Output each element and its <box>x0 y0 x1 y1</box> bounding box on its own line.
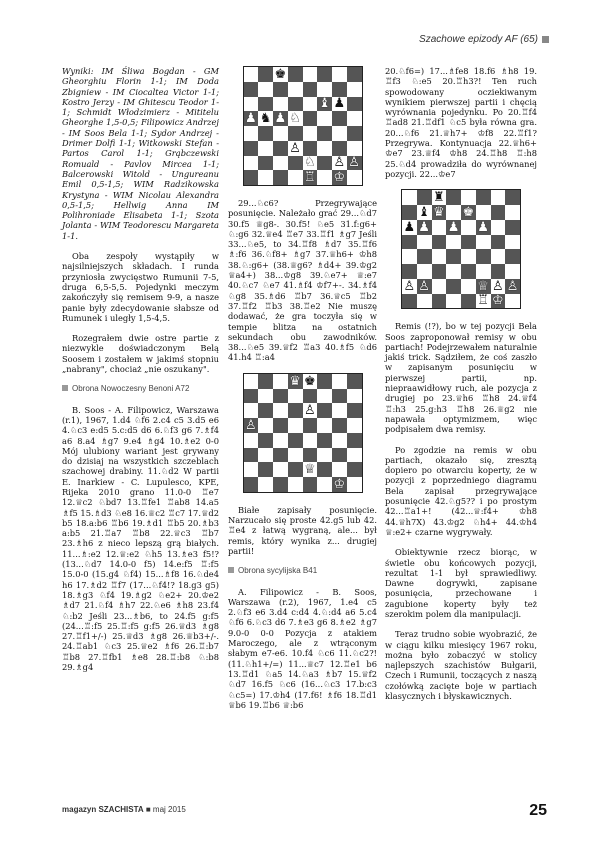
board-square <box>288 433 303 448</box>
board-square <box>273 389 288 404</box>
board-square <box>332 111 347 126</box>
board-square <box>317 389 332 404</box>
board-square <box>288 141 303 156</box>
chess-piece-icon: ♛ <box>289 373 301 389</box>
chess-piece-icon: ♟ <box>447 219 460 235</box>
board-square <box>347 418 362 433</box>
board-square <box>491 235 506 250</box>
board-square <box>476 294 491 309</box>
chess-piece-icon: ♙ <box>418 278 430 294</box>
board-square <box>476 220 491 235</box>
board-square <box>258 67 273 82</box>
board-square <box>332 170 347 185</box>
board-square <box>288 97 303 112</box>
board-square <box>432 264 447 279</box>
chess-diagram-1 <box>243 66 363 186</box>
board-square <box>505 249 520 264</box>
board-square <box>446 294 461 309</box>
board-square <box>273 477 288 492</box>
board-square <box>258 82 273 97</box>
board-square <box>244 448 259 463</box>
chess-piece-icon: ♜ <box>433 190 445 206</box>
board-square <box>347 67 362 82</box>
board-square <box>303 126 318 141</box>
board-square <box>332 448 347 463</box>
board-square <box>244 374 259 389</box>
chess-piece-icon: ♝ <box>418 204 430 220</box>
chess-piece-icon: ♙ <box>304 403 316 419</box>
board-square <box>244 97 259 112</box>
chess-piece-icon: ♙ <box>348 155 360 171</box>
board-square <box>258 111 273 126</box>
board-square <box>317 82 332 97</box>
chess-piece-icon: ♙ <box>333 155 346 171</box>
opening-caption: Obrona sycylijska B41 <box>228 566 377 576</box>
board-square <box>505 220 520 235</box>
board-square <box>244 170 259 185</box>
game-text: A. Filipowicz - B. Soos, Warszawa (r.2), 1967, 1.e4 c5 2.♘f3 e6 3.d4 c:d4 4.♘:d4 a6 5.c4 ♘f6 6.♘c3 d6 7.♗e3 g6 8.♗e2 ♗g7 9.0-0 0-0 Pozycja z atakiem Maroczego, ale z wtrąconym słabym e7-e6. 10.f4 ♘c6 11.♘c2?! (11.♘h1+/=) 11...♕c7 12.♖e1 b6 13.♖d1 ♘a5 14.♘a3 ♗b7 15.♕f2 ♘d7 16.f5 ♘c6 (16...♘c3 17.b:c3 ♘c5=) 17.♔h4 (17.f6! ♗f6 18.♖d1 ♕b6 19.♖b6 ♕:b6 <box>228 586 377 710</box>
board-square <box>461 279 476 294</box>
board-square <box>303 67 318 82</box>
board-square <box>288 374 303 389</box>
board-square <box>461 235 476 250</box>
board-square <box>258 403 273 418</box>
board-square <box>258 170 273 185</box>
board-square <box>258 156 273 171</box>
board-square <box>303 433 318 448</box>
board-square <box>347 170 362 185</box>
board-square <box>317 448 332 463</box>
paragraph: Oba zespoły wystąpiły w najsilniejszych składach. I runda przyniosła zwycięstwo Rumunii 7-5, druga 6,5-5,5. Pojedynki meczym zakończyły się remisem 9-9, a nasze panie były zdecydowanie słabsze od Rumunek i uległy 1,5-4,5. <box>62 251 219 323</box>
board-square <box>332 97 347 112</box>
board-square <box>402 279 417 294</box>
board-square <box>244 403 259 418</box>
board-square <box>417 294 432 309</box>
board-square <box>288 67 303 82</box>
board-square <box>303 97 318 112</box>
board-square <box>476 235 491 250</box>
board-square <box>244 433 259 448</box>
board-square <box>446 220 461 235</box>
board-square <box>446 190 461 205</box>
board-square <box>244 141 259 156</box>
paragraph: Obiektywnie rzecz biorąc, w świetle obu końcowych pozycji, rezultat 1-1 był sprawiedliwy. Dawne dogrywki, zapisane posunięcia, przechowane i zagubione koperty były też szerokim polem dla manipulacji. <box>385 547 537 619</box>
board-square <box>491 190 506 205</box>
board-square <box>417 235 432 250</box>
column-1 <box>62 66 219 682</box>
chess-piece-icon: ♘ <box>304 155 316 171</box>
board-square <box>446 205 461 220</box>
board-square <box>476 264 491 279</box>
board-square <box>505 294 520 309</box>
board-square <box>476 190 491 205</box>
chess-piece-icon: ♙ <box>289 140 301 156</box>
paragraph: Teraz trudno sobie wyobrazić, że w ciągu kilku miesięcy 1967 roku, można było zobaczyć w stolicy najlepszych szachistów Bułgarii, Czech i Rumunii, toczących z naszą czołówką zacięte boje w partiach klasycznych i błyskawicznych. <box>385 629 537 702</box>
board-square <box>505 205 520 220</box>
chess-piece-icon: ♟ <box>403 219 416 235</box>
board-square <box>347 477 362 492</box>
paragraph: 29...♘c6? Przegrywające posunięcie. Należało grać 29...♘d7 30.f5 ♕g8-. 30.f5! ♘e5 31.f:g6+ ♘:g6 32.♕e4 ♖e7 33.♖f1 ♗g7 Jeśli 33...♘e5, to 34.♖f8 ♗d7 35.♖f6 ♗:f6 36.♘f8+ ♗g7 37.♕h6+ ♔h8 38.♘:g6+ (38.♕g6? ♗d4+ 39.♔g2 ♕a4+) 38...♔g8 39.♘e7+ ♕:e7 40.♘c7 ♘e7 41.♗f4 ♔f7+-. 34.♗f4 ♘g8 35.♗d6 ♖b7 36.♕c5 ♖b2 37.♖f2 ♖b3 38.♖e2 Nie muszę dodawać, że gra toczyła się w tempie blitza na ostatnich sekundach obu zawodników. 38...♘e5 39.♕f2 ♖a3 40.♗f5 ♘d6 41.h4 ♖:a4 <box>228 198 377 363</box>
board-square <box>332 418 347 433</box>
board-square <box>244 462 259 477</box>
opening-caption: Obrona Nowoczesny Benoni A72 <box>62 384 219 394</box>
board-square <box>303 82 318 97</box>
results-paragraph: Wyniki: IM Śliwa Bogdan - GM Gheorghiu Florin 1-1; IM Doda Zbigniew - IM Ciocaltea Victor 1-1; Kostro Jerzy - IM Ghitescu Teodor 1-1; Schmidt Włodzimierz - Mititelu Gheorghe 1,5-0,5; Filipowicz Andrzej - IM Soos Bela 1-1; Sydor Andrzej - Drimer Dolfi 1-1; Witkowski Stefan - Partos Carol 1-1; Grąbczewski Romuald - Pavlov Mircea 1-1; Balcerowski Witold - Ungureanu Emil 0,5-1,5; WIM Radzikowska Krystyna - WIM Nicolau Alexandra 0,5-1,5; Hellwig Anna IM Polihroniade Elisabeta 1-1; Szota Jolanta - WIM Teodorescu Margareta 1-1. <box>62 66 219 241</box>
board-square <box>432 294 447 309</box>
board-square <box>258 462 273 477</box>
page-number: 25 <box>529 802 547 819</box>
board-square <box>402 294 417 309</box>
board-square <box>273 97 288 112</box>
board-square <box>273 141 288 156</box>
paragraph: Po zgodzie na remis w obu partiach, okazało się, zresztą dopiero po otwarciu koperty, że w pozycji z poprzedniego diagramu Bela zapisał przegrywające posunięcie 42.♘g5?? i po prostym 42...♖a1+! (42...♕:f4+ ♔h8 44.♕h7X) 43.♔g2 ♘h4+ 44.♔h4 ♕:e2+ czarne wygrywały. <box>385 444 537 537</box>
board-square <box>303 418 318 433</box>
board-square <box>244 477 259 492</box>
board-square <box>432 235 447 250</box>
board-square <box>273 418 288 433</box>
board-square <box>461 190 476 205</box>
board-square <box>244 82 259 97</box>
board-square <box>317 433 332 448</box>
board-square <box>476 279 491 294</box>
board-square <box>317 418 332 433</box>
board-square <box>402 220 417 235</box>
board-square <box>402 205 417 220</box>
board-square <box>332 141 347 156</box>
board-square <box>432 220 447 235</box>
board-square <box>288 448 303 463</box>
board-square <box>347 126 362 141</box>
board-square <box>446 279 461 294</box>
board-square <box>347 111 362 126</box>
board-square <box>505 279 520 294</box>
board-square <box>461 249 476 264</box>
board-square <box>432 249 447 264</box>
board-square <box>273 156 288 171</box>
board-square <box>244 156 259 171</box>
board-square <box>417 249 432 264</box>
chess-piece-icon: ♚ <box>462 204 475 220</box>
board-square <box>317 374 332 389</box>
board-square <box>402 249 417 264</box>
board-square <box>446 264 461 279</box>
board-square <box>402 264 417 279</box>
board-square <box>288 111 303 126</box>
board-square <box>273 170 288 185</box>
board-square <box>288 82 303 97</box>
board-square <box>491 264 506 279</box>
board-square <box>402 235 417 250</box>
board-square <box>273 374 288 389</box>
chess-piece-icon: ♟ <box>245 111 257 127</box>
board-square <box>461 220 476 235</box>
board-square <box>432 190 447 205</box>
board-square <box>288 418 303 433</box>
board-square <box>273 403 288 418</box>
board-square <box>244 111 259 126</box>
board-square <box>461 205 476 220</box>
board-square <box>303 389 318 404</box>
board-square <box>417 220 432 235</box>
board-square <box>476 205 491 220</box>
board-square <box>288 477 303 492</box>
board-square <box>303 462 318 477</box>
chess-piece-icon: ♔ <box>333 476 346 492</box>
board-square <box>332 403 347 418</box>
board-square <box>244 126 259 141</box>
board-square <box>347 97 362 112</box>
board-square <box>273 433 288 448</box>
board-square <box>273 126 288 141</box>
board-square <box>417 205 432 220</box>
chess-piece-icon: ♟ <box>418 219 430 235</box>
board-square <box>432 279 447 294</box>
board-square <box>317 462 332 477</box>
board-square <box>258 374 273 389</box>
board-square <box>347 374 362 389</box>
board-square <box>461 264 476 279</box>
board-square <box>491 249 506 264</box>
board-square <box>303 111 318 126</box>
chess-piece-icon: ♙ <box>245 417 257 433</box>
board-square <box>288 156 303 171</box>
board-square <box>417 279 432 294</box>
board-square <box>317 126 332 141</box>
board-square <box>505 235 520 250</box>
board-square <box>347 82 362 97</box>
board-square <box>317 67 332 82</box>
chess-piece-icon: ♙ <box>403 278 416 294</box>
chess-piece-icon: ♘ <box>289 111 301 127</box>
board-square <box>258 141 273 156</box>
board-square <box>258 97 273 112</box>
chess-piece-icon: ♝ <box>318 96 331 112</box>
board-square <box>317 111 332 126</box>
board-square <box>417 264 432 279</box>
board-square <box>288 389 303 404</box>
chess-piece-icon: ♙ <box>506 278 519 294</box>
board-square <box>332 389 347 404</box>
board-square <box>244 67 259 82</box>
board-square <box>288 403 303 418</box>
column-3 <box>385 66 537 711</box>
board-square <box>446 249 461 264</box>
board-square <box>303 403 318 418</box>
board-square <box>332 67 347 82</box>
board-square <box>288 462 303 477</box>
board-square <box>491 205 506 220</box>
board-square <box>317 403 332 418</box>
board-square <box>288 170 303 185</box>
board-square <box>317 141 332 156</box>
board-square <box>491 294 506 309</box>
board-square <box>317 156 332 171</box>
board-square <box>347 389 362 404</box>
board-square <box>476 249 491 264</box>
board-square <box>505 190 520 205</box>
board-square <box>402 190 417 205</box>
board-square <box>258 448 273 463</box>
board-square <box>244 389 259 404</box>
board-square <box>332 156 347 171</box>
board-square <box>347 141 362 156</box>
footer: magazyn SZACHISTA ■ maj 2015 <box>62 805 186 814</box>
chess-piece-icon: ♞ <box>259 111 272 127</box>
chess-diagram-2 <box>243 373 363 493</box>
chess-piece-icon: ♕ <box>304 462 316 478</box>
board-square <box>273 82 288 97</box>
board-square <box>417 190 432 205</box>
board-square <box>347 156 362 171</box>
board-square <box>347 462 362 477</box>
board-square <box>347 448 362 463</box>
board-square <box>332 82 347 97</box>
chess-piece-icon: ♖ <box>477 293 489 309</box>
board-square <box>288 126 303 141</box>
board-square <box>258 389 273 404</box>
board-square <box>273 111 288 126</box>
chess-piece-icon: ♔ <box>492 293 504 309</box>
board-square <box>303 374 318 389</box>
chess-piece-icon: ♟ <box>333 96 346 112</box>
board-square <box>303 170 318 185</box>
chess-piece-icon: ♕ <box>477 278 489 294</box>
board-square <box>258 433 273 448</box>
board-square <box>244 418 259 433</box>
board-square <box>332 433 347 448</box>
board-square <box>303 448 318 463</box>
board-square <box>317 97 332 112</box>
board-square <box>303 156 318 171</box>
chess-piece-icon: ♟ <box>274 111 287 127</box>
header-square-icon <box>542 36 549 43</box>
board-square <box>258 418 273 433</box>
paragraph: Białe zapisały posunięcie. Narzucało się proste 42.g5 lub 42. ♖e4 z łatwą wygraną, ale... był remis, który wynika z... drugiej partii! <box>228 504 377 556</box>
board-square <box>347 403 362 418</box>
chess-piece-icon: ♟ <box>477 219 489 235</box>
chess-piece-icon: ♖ <box>304 170 316 186</box>
board-square <box>317 477 332 492</box>
running-header: Szachowe epizody AF (65) <box>419 34 549 45</box>
board-square <box>461 294 476 309</box>
board-square <box>332 477 347 492</box>
board-square <box>273 462 288 477</box>
board-square <box>446 235 461 250</box>
board-square <box>347 433 362 448</box>
board-square <box>303 141 318 156</box>
chess-piece-icon: ♚ <box>304 373 316 389</box>
board-square <box>258 477 273 492</box>
board-square <box>332 374 347 389</box>
paragraph: Remis (!?), bo w tej pozycji Bela Soos zaproponował remisy w obu partiach! Podejrzewałem naturalnie jakiś trick. Sądziłem, że coś zaszło w zapisanym posunięciu w pierwszej partii, np. niepraawidłowy ruch, ale pozycja z drugiej po 23.♕h6 ♖h8 24.♕f4 ♖:h3 25.g:h3 ♖h8 26.♕g2 nie napawała optymizmem, więc podpisałem dwa remisy. <box>385 321 537 435</box>
game-text: B. Soos - A. Filipowicz, Warszawa (r.1), 1967, 1.d4 ♘f6 2.c4 c5 3.d5 e6 4.♘c3 e:d5 5.c:d5 d6 6.♘f3 g6 7.♗f4 a6 8.a4 ♗g7 9.e4 ♗g4 10.♗e2 0-0 Mój ulubiony wariant jest grywany do dzisiaj na wszystkich szczeblach szachowej drabiny. 11.♘d2 W partii E. Inarkiew - C. Lupulesco, KPE, Rijeka 2010 grano 11.0-0 ♖e7 12.♕c2 ♘bd7 13.♖fe1 ♖ab8 14.a5 ♗f5 15.♗d3 ♘e8 16.♕c2 ♖c7 17.♕d2 b5 18.a:b6 ♖b6 19.♗d1 ♖b5 20.♗b3 a:b5 21.♖a7 ♖b8 22.♕c3 ♖b7 23.♗h6 z nieco lepszą grą białych. 11...♗:e2 12.♕:e2 ♘h5 13.♗e3 f5!? (13...♘d7 14.0-0 f5) 14.e:f5 ♖:f5 15.0-0 (15.g4 ♘f4) 15...♗f8 16.♘de4 h6 17.♗d2 ♖f7 (17...♘f4!? 18.g3 g5) 18.♗g3 ♘f4 19.♗g2 ♘e2+ 20.♔e2 ♗d7 21.♘f4 ♗h7 22.♘e6 ♗h8 23.f4 ♘:b2 Jeśli 23...♗b6, to 24.f5 g:f5 (24...♖:f5 25.♖:f5 g:f5 26.♕d3 ♗g8 27.♖f1+/-) 25.♕d3 ♗g8 26.♕b3+/-. 24.♖ab1 ♘c3 25.♕e2 ♗f6 26.♖:b7 ♖b8 27.♖fb1 ♗e8 28.♖:b8 ♘:b8 29.♗g4 <box>62 404 219 673</box>
board-square <box>258 126 273 141</box>
board-square <box>505 264 520 279</box>
board-square <box>273 448 288 463</box>
chess-piece-icon: ♚ <box>274 66 287 82</box>
board-square <box>491 279 506 294</box>
board-square <box>303 477 318 492</box>
board-square <box>332 126 347 141</box>
paragraph: Rozegrałem dwie ostre partie z niezwykle doświadczonym Belą Soosem i zostałem w jakimś stopniu „nabrany", chociaż „nie oszukany". <box>62 333 219 375</box>
chess-piece-icon: ♙ <box>492 278 504 294</box>
chess-piece-icon: ♛ <box>433 204 445 220</box>
board-square <box>432 205 447 220</box>
chess-piece-icon: ♔ <box>333 170 346 186</box>
board-square <box>317 170 332 185</box>
board-square <box>491 220 506 235</box>
paragraph: 20.♘f6=) 17...♗fe8 18.f6 ♗h8 19. ♖f3 ♘:e5 20.♖h3?! Ten ruch spowodowany ocziekiwanym wynikiem pierwszej partii i chęcią wyrównania pojedynku. Po 20.♖f4 ♖ad8 21.♖df1 ♘c5 była równa gra. 20...♘f6 21.♕h7+ ♔f8 22.♖f1? Przegrywa. Kontynuacja 22.♕h6+ ♔e7 23.♕f4 ♔h8 24.♖h8 ♖:h8 25.♘d4 prowadziła do wyrównanej pozycji. 22...♔e7 <box>385 66 537 179</box>
chess-diagram-3 <box>401 189 521 309</box>
column-2 <box>228 66 377 720</box>
board-square <box>273 67 288 82</box>
board-square <box>332 462 347 477</box>
